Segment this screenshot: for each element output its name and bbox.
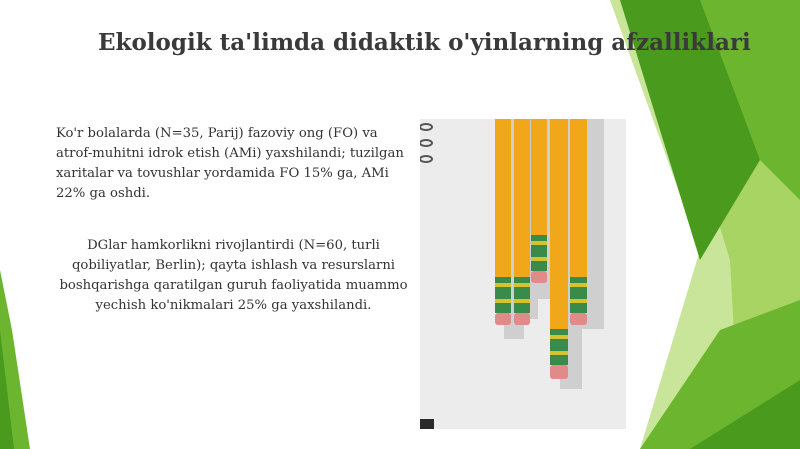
slide-title: Ekologik ta'limda didaktik o'yinlarning afzalliklari [98, 29, 751, 56]
pencil-1 [495, 119, 511, 325]
paragraph-blind-children-study: Ko'r bolalarda (N=35, Parij) fazoviy ong (FO) va atrof-muhitni idrok etish (AMi) yaxshilandi; tuzilgan xaritalar va tovushlar yordamida FO 15% ga, AMi 22% ga oshdi. [56, 126, 404, 201]
pencil-4 [550, 119, 568, 379]
pencils-photo [420, 119, 626, 429]
pencil-5 [570, 119, 587, 325]
pencil-2 [514, 119, 530, 325]
pencil-3 [531, 119, 547, 283]
paragraph-collaboration-study: DGlar hamkorlikni rivojlantirdi (N=60, turli qobiliyatlar, Berlin); qayta ishlash va resurslarni boshqarishga qaratilgan guruh faoliyatida muammo yechish ko'nikmalari 25% ga yaxshilandi. [59, 238, 408, 313]
